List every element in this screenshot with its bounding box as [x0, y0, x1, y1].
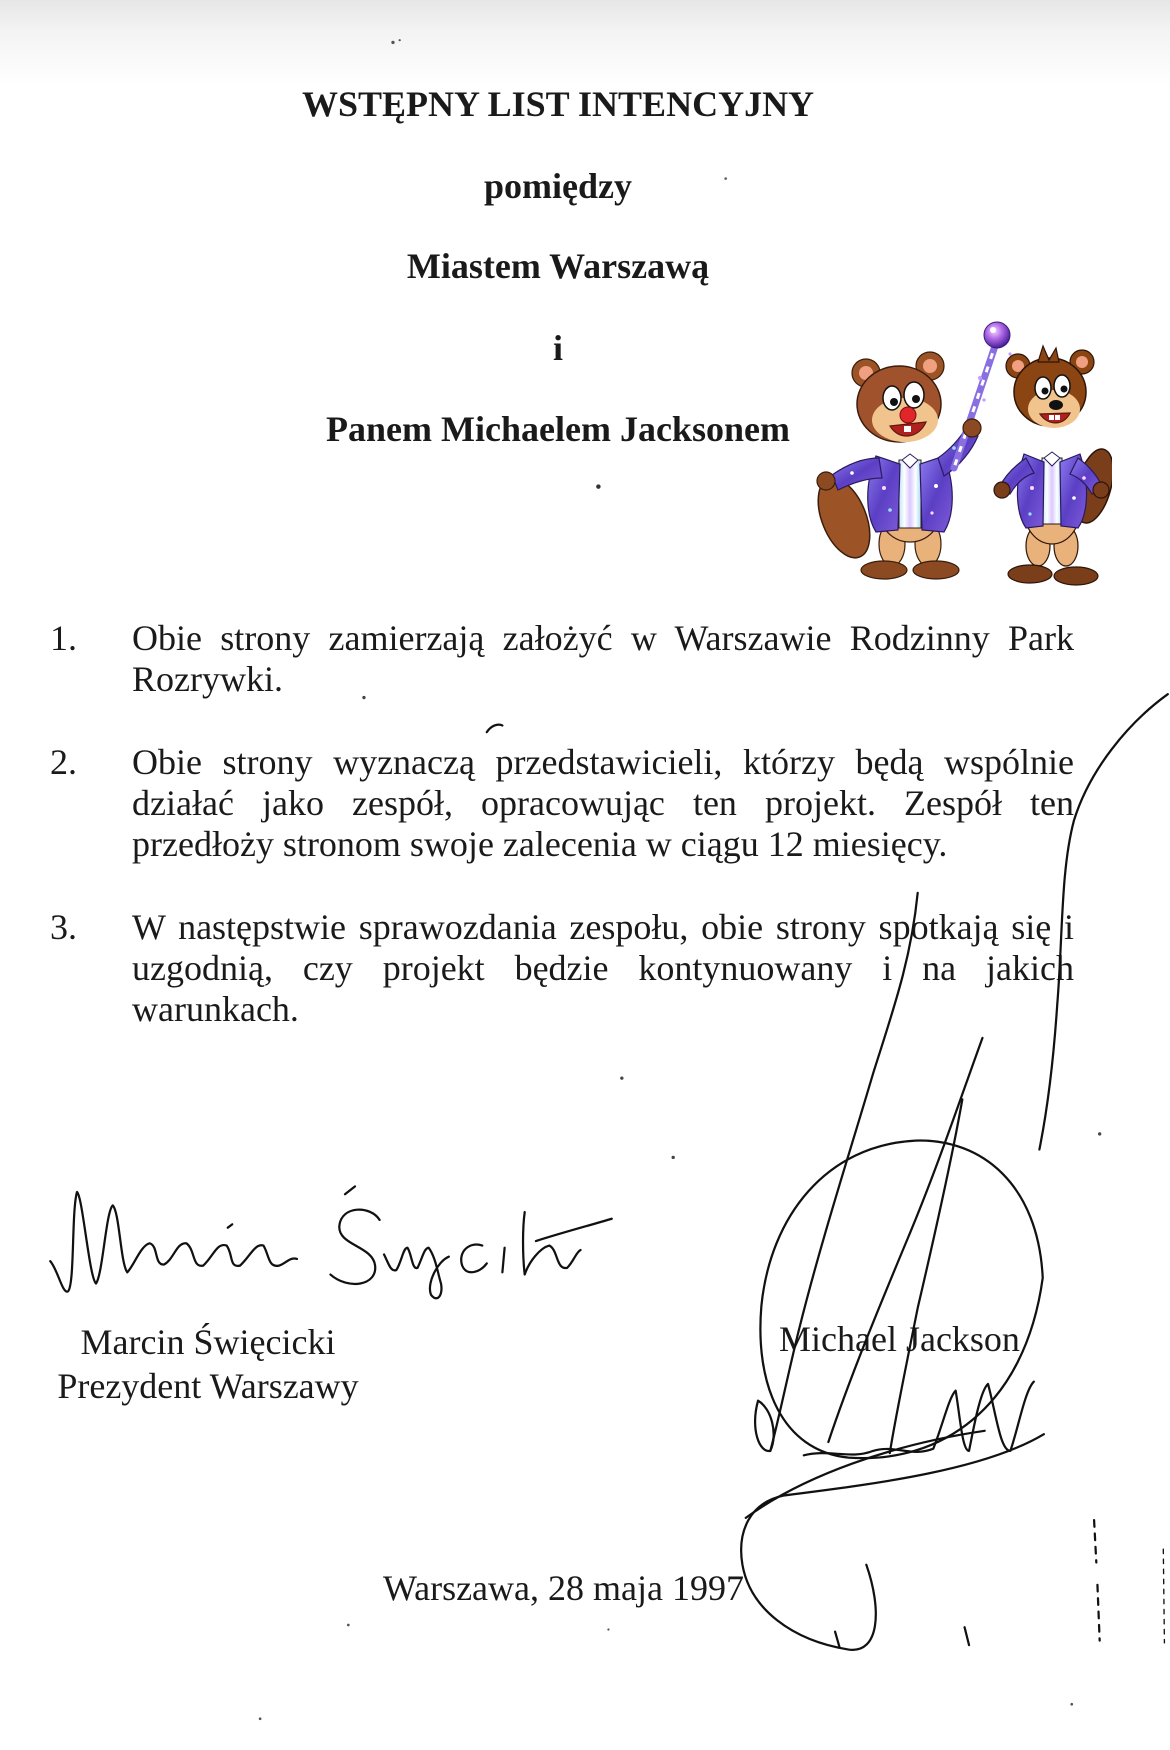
chipmunk-chip [994, 346, 1112, 585]
item-text [132, 907, 1074, 1030]
conjunction: i [552, 328, 563, 368]
party-one: Miastem Warszawą [406, 246, 710, 286]
document-title: WSTĘPNY LIST INTENCYJNY [301, 84, 815, 124]
item-line: warunkach. [132, 989, 299, 1029]
item-line: W następstwie sprawozdania zespołu, obie strony spotkają się i [132, 907, 1074, 947]
item-text [132, 742, 1074, 865]
item-line: działać jako zespół, opracowując ten projekt. Zespół ten [132, 783, 1074, 823]
item-text [132, 618, 1074, 700]
signatory-left-title: Prezydent Warszawy [57, 1366, 359, 1406]
place-date: Warszawa, 28 maja 1997 [383, 1568, 744, 1608]
chip-and-dale-icon [804, 318, 1112, 588]
item-number: 1. [50, 618, 77, 658]
item-line: uzgodnią, czy projekt będzie kontynuowany i na jakich [132, 948, 1074, 988]
signature-marcin-swiecicki [50, 1186, 612, 1298]
signatory-left-name: Marcin Święcicki [80, 1322, 336, 1362]
item-number: 2. [50, 742, 77, 782]
between-label: pomiędzy [484, 166, 632, 206]
signatory-right-name: Michael Jackson [779, 1319, 1020, 1359]
scepter [954, 322, 1010, 468]
chipmunk-dale [808, 322, 1010, 579]
item-line: Obie strony zamierzają założyć w Warszawie Rodzinny Park [132, 618, 1074, 658]
item-line: Rozrywki. [132, 659, 283, 699]
scan-specks [259, 39, 1165, 1720]
party-two: Panem Michaelem Jacksonem [326, 409, 790, 449]
item-number: 3. [50, 907, 77, 947]
item-line: Obie strony wyznaczą przedstawicieli, którzy będą wspólnie [132, 742, 1074, 782]
item-line: przedłoży stronom swoje zalecenia w ciągu 12 miesięcy. [132, 824, 948, 864]
